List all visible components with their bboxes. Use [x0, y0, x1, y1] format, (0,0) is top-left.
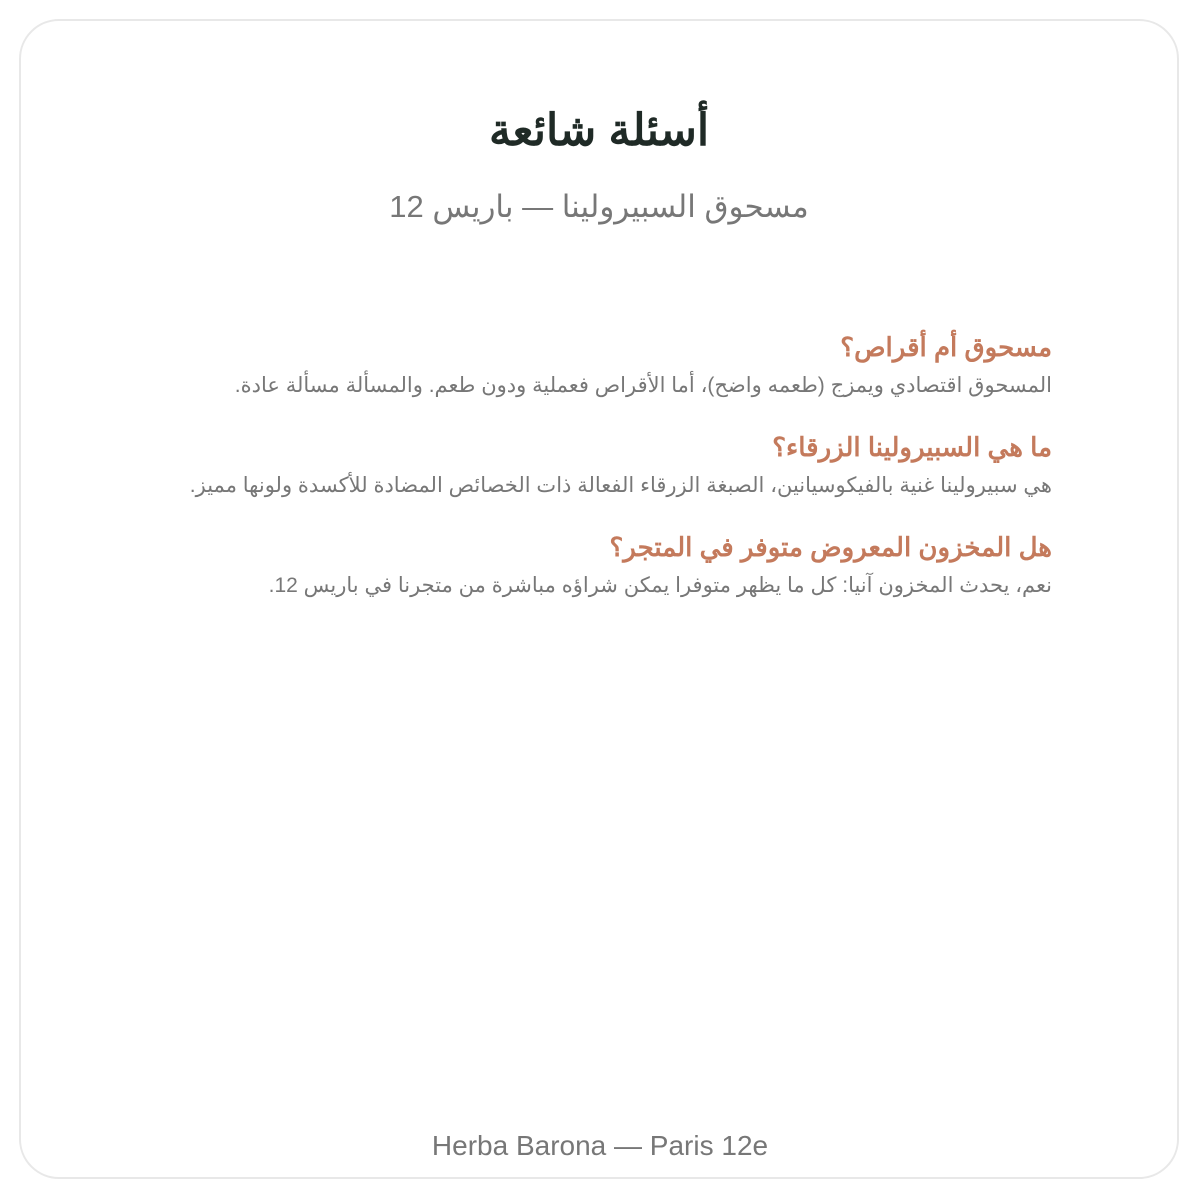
faq-question: هل المخزون المعروض متوفر في المتجر؟ [609, 532, 1052, 562]
faq-list [100, 328, 1052, 628]
faq-answer: هي سبيرولينا غنية بالفيكوسيانين، الصبغة الزرقاء الفعالة ذات الخصائص المضادة للأكسدة ولونها مميز. [189, 474, 1052, 497]
footer-brand: Herba Barona — Paris 12e [431, 1130, 769, 1161]
faq-answer: نعم، يحدث المخزون آنيا: كل ما يظهر متوفرا يمكن شراؤه مباشرة من متجرنا في باريس 12. [268, 574, 1052, 597]
faq-item-blue-spirulina [100, 428, 1052, 506]
page-title: أسئلة شائعة [488, 106, 710, 155]
faq-question: مسحوق أم أقراص؟ [840, 332, 1052, 362]
faq-item-stock-availability [100, 528, 1052, 606]
page-subtitle: مسحوق السبيرولينا — باريس 12 [389, 189, 809, 224]
faq-item-powder-or-tablets [100, 328, 1052, 406]
faq-answer: المسحوق اقتصادي ويمزج (طعمه واضح)، أما الأقراص فعملية ودون طعم. والمسألة مسألة عادة. [234, 374, 1052, 397]
faq-question: ما هي السبيرولينا الزرقاء؟ [772, 432, 1052, 462]
